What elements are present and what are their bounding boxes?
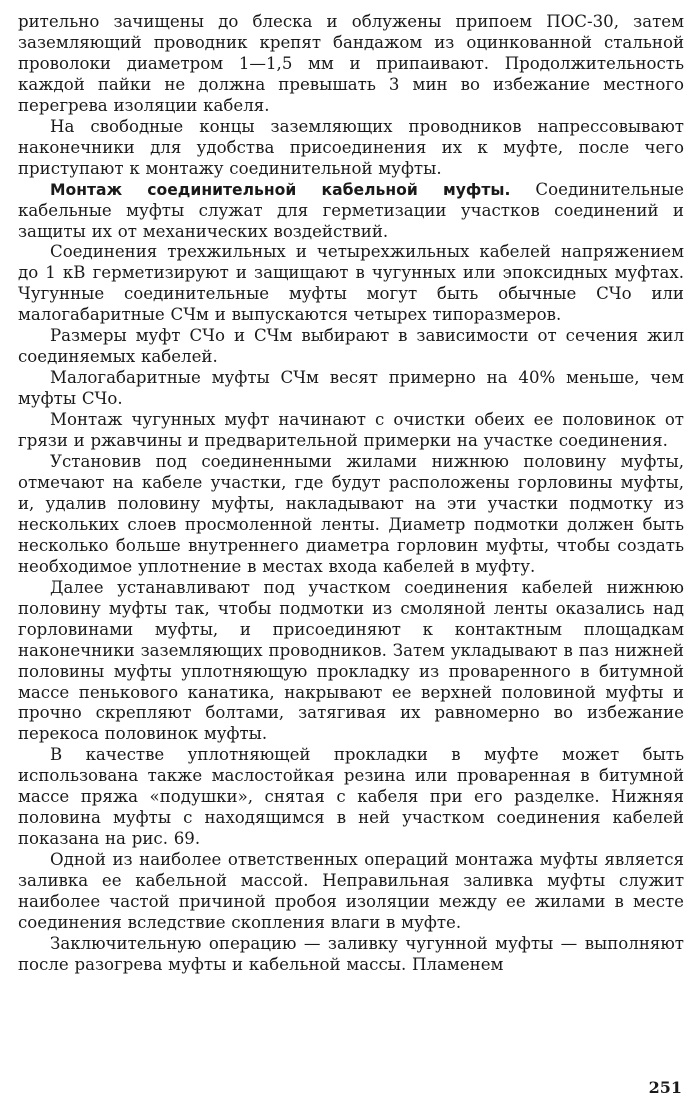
paragraph-text: Малогабаритные муфты СЧм весят примерно на 40% меньше, чем муфты СЧо. — [18, 368, 684, 409]
paragraph-text: Одной из наиболее ответственных операций монтажа муфты является заливка ее кабельной массой. Неправильная заливка муфты служит наиболее частой причиной пробоя изоляции между ее жилами в месте соединения вследствие скопления влаги в муфте. — [18, 850, 684, 932]
paragraph — [18, 850, 684, 934]
book-page — [18, 12, 684, 1102]
paragraph — [18, 745, 684, 850]
paragraph — [18, 578, 684, 746]
paragraph-text: На свободные концы заземляющих проводников напрессовывают наконечники для удобства присоединения их к муфте, после чего приступают к монтажу соединительной муфты. — [18, 116, 684, 178]
paragraph-text: рительно зачищены до блеска и облужены припоем ПОС-30, затем заземляющий проводник крепят бандажом из оцинкованной стальной проволоки диаметром 1—1,5 мм и припаивают. Продолжительность каждой пайки не должна превышать 3 мин во избежание местного перегрева изоляции кабеля. — [18, 12, 684, 115]
paragraph — [18, 242, 684, 326]
paragraph — [18, 12, 684, 117]
paragraph-text: Установив под соединенными жилами нижнюю половину муфты, отмечают на кабеле участки, где будут расположены горловины муфты, и, удалив половину муфты, накладывают на эти участки подмотку из нескольких слоев просмоленной ленты. Диаметр подмотки должен быть несколько больше внутреннего диаметра горловин муфты, чтобы создать необходимое уплотнение в местах входа кабелей в муфту. — [18, 452, 684, 576]
body-text — [18, 12, 684, 976]
paragraph — [18, 368, 684, 410]
paragraph-text: Соединительные кабельные муфты служат для герметизации участков соединений и защиты их от механических воздействий. — [18, 179, 684, 241]
paragraph-text: Заключительную операцию — заливку чугунной муфты — выполняют после разогрева муфты и кабельной массы. Пламенем — [18, 933, 684, 974]
paragraph — [18, 180, 684, 243]
page-number: 251 — [648, 1078, 682, 1097]
paragraph — [18, 117, 684, 180]
section-heading: Монтаж соединительной кабельной муфты. — [50, 180, 511, 199]
paragraph — [18, 326, 684, 368]
paragraph-text: Монтаж чугунных муфт начинают с очистки обеих ее половинок от грязи и ржавчины и предварительной примерки на участке соединения. — [18, 410, 684, 451]
paragraph-text: Размеры муфт СЧо и СЧм выбирают в зависимости от сечения жил соединяемых кабелей. — [18, 326, 684, 367]
paragraph — [18, 934, 684, 976]
paragraph — [18, 410, 684, 452]
paragraph — [18, 452, 684, 578]
paragraph-text: Соединения трехжильных и четырехжильных кабелей напряжением до 1 кВ герметизируют и защищают в чугунных или эпоксидных муфтах. Чугунные соединительные муфты могут быть обычные СЧо или малогабаритные СЧм и выпускаются четырех типоразмеров. — [18, 242, 684, 325]
paragraph-text: В качестве уплотняющей прокладки в муфте может быть использована также маслостойкая резина или проваренная в битумной массе пряжа «подушки», снятая с кабеля при его разделке. Нижняя половина муфты с находящимся в ней участком соединения кабелей показана на рис. 69. — [18, 745, 684, 849]
paragraph-text: Далее устанавливают под участком соединения кабелей нижнюю половину муфты так, чтобы подмотки из смоляной ленты оказались над горловинами муфты, и присоединяют к контактным площадкам наконечники заземляющих проводников. Затем укладывают в паз нижней половины муфты уплотняющую прокладку из проваренного в битумной массе пенькового канатика, накрывают ее верхней половиной муфты и прочно скрепляют болтами, затягивая их равномерно во избежание перекоса половинок муфты. — [18, 577, 684, 744]
